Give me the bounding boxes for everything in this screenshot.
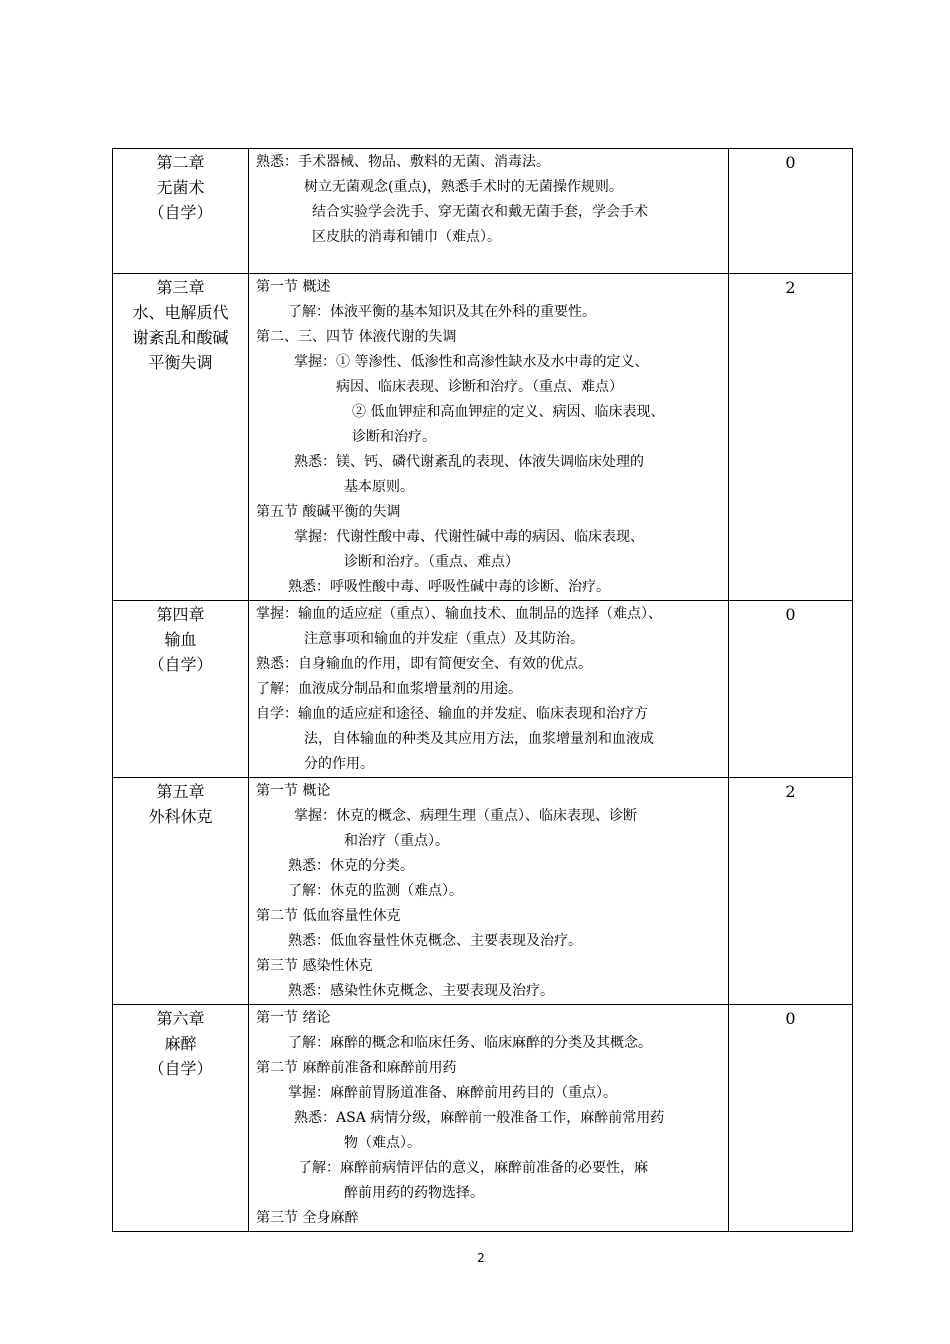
content-line: 熟悉：镁、钙、磷代谢紊乱的表现、体液失调临床处理的 (294, 454, 644, 470)
chapter-title-line: 谢紊乱和酸碱 (132, 328, 229, 347)
chapter-row (113, 1005, 853, 1232)
content-line: 熟悉：ASA 病情分级，麻醉前一般准备工作，麻醉前常用药 (294, 1110, 665, 1126)
content-line: 掌握：① 等渗性、低渗性和高渗性缺水及水中毒的定义、 (294, 354, 649, 370)
content-line: 基本原则。 (344, 479, 414, 495)
content-line: 熟悉：休克的分类。 (288, 858, 414, 874)
chapter-title-line: （自学） (148, 1059, 213, 1078)
content-line: 诊断和治疗。（重点、难点） (344, 554, 519, 570)
content-line: 分的作用。 (304, 756, 374, 772)
content-line: 树立无菌观念(重点)，熟悉手术时的无菌操作规则。 (304, 179, 623, 195)
chapter-row (113, 149, 853, 274)
chapter-content-cell (249, 778, 729, 1005)
chapter-content-cell (249, 274, 729, 601)
content-line: 掌握：输血的适应症（重点）、输血技术、血制品的选择（难点）、 (256, 606, 662, 622)
content-line: 第五节 酸碱平衡的失调 (256, 504, 401, 520)
content-line: 第三节 感染性休克 (256, 958, 373, 974)
chapter-title-cell (113, 274, 249, 601)
class-hours-cell: 0 (729, 1005, 853, 1232)
class-hours-cell: 2 (729, 274, 853, 601)
content-line: 第一节 概论 (256, 783, 331, 799)
content-line: 第一节 概述 (256, 279, 331, 295)
content-line: 了解：麻醉的概念和临床任务、临床麻醉的分类及其概念。 (288, 1035, 652, 1051)
chapter-title-line: 第五章 (156, 782, 205, 801)
content-line: 掌握：休克的概念、病理生理（重点）、临床表现、诊断 (294, 808, 637, 824)
page-number: 2 (477, 1251, 485, 1265)
content-line: 熟悉：低血容量性休克概念、主要表现及治疗。 (288, 933, 582, 949)
chapter-title-line: 平衡失调 (148, 353, 213, 372)
content-line: 了解：麻醉前病情评估的意义，麻醉前准备的必要性，麻 (298, 1160, 648, 1176)
content-line: 掌握：麻醉前胃肠道准备、麻醉前用药目的（重点）。 (288, 1085, 617, 1101)
content-line: 病因、临床表现、诊断和治疗。（重点、难点） (336, 379, 623, 395)
content-line: 第二、三、四节 体液代谢的失调 (256, 329, 457, 345)
chapter-title-line: 麻醉 (164, 1034, 197, 1053)
chapter-title-line: 外科休克 (148, 807, 213, 826)
content-line: 物（难点）。 (344, 1135, 421, 1151)
chapter-row (113, 778, 853, 1005)
syllabus-table (112, 148, 853, 1232)
content-line: 熟悉：感染性休克概念、主要表现及治疗。 (288, 983, 554, 999)
content-line: 熟悉：呼吸性酸中毒、呼吸性碱中毒的诊断、治疗。 (288, 579, 610, 595)
content-line: 第一节 绪论 (256, 1010, 331, 1026)
content-line: 了解：血液成分制品和血浆增量剂的用途。 (256, 681, 522, 697)
content-line: 第二节 麻醉前准备和麻醉前用药 (256, 1060, 457, 1076)
chapter-title-cell (113, 1005, 249, 1232)
chapter-title-line: 第四章 (156, 605, 205, 624)
chapter-row (113, 601, 853, 778)
content-line: ② 低血钾症和高血钾症的定义、病因、临床表现、 (352, 404, 665, 420)
chapter-title-line: 第六章 (156, 1009, 205, 1028)
content-line: 结合实验学会洗手、穿无菌衣和戴无菌手套，学会手术 (312, 204, 648, 220)
chapter-title-cell (113, 149, 249, 274)
content-line: 自学：输血的适应症和途径、输血的并发症、临床表现和治疗方 (256, 706, 648, 722)
content-line: 第二节 低血容量性休克 (256, 908, 401, 924)
chapter-row (113, 274, 853, 601)
class-hours-cell: 0 (729, 601, 853, 778)
class-hours-cell: 2 (729, 778, 853, 1005)
chapter-title-line: 无菌术 (156, 178, 205, 197)
chapter-title-line: 水、电解质代 (132, 303, 229, 322)
chapter-content-cell (249, 601, 729, 778)
class-hours-cell: 0 (729, 149, 853, 274)
content-line: 第三节 全身麻醉 (256, 1210, 359, 1226)
chapter-title-line: （自学） (148, 655, 213, 674)
chapter-content-cell (249, 149, 729, 274)
content-line: 区皮肤的消毒和铺巾（难点）。 (312, 229, 501, 245)
content-line: 注意事项和输血的并发症（重点）及其防治。 (304, 631, 584, 647)
content-line: 了解：休克的监测（难点）。 (288, 883, 463, 899)
chapter-title-line: 第二章 (156, 153, 205, 172)
content-line: 醉前用药的药物选择。 (344, 1185, 484, 1201)
chapter-title-line: 输血 (164, 630, 197, 649)
content-line: 熟悉：手术器械、物品、敷料的无菌、消毒法。 (256, 154, 550, 170)
chapter-title-cell (113, 601, 249, 778)
chapter-title-line: 第三章 (156, 278, 205, 297)
chapter-title-cell (113, 778, 249, 1005)
content-line: 法，自体输血的种类及其应用方法，血浆增量剂和血液成 (304, 731, 654, 747)
content-line: 了解：体液平衡的基本知识及其在外科的重要性。 (288, 304, 596, 320)
chapter-content-cell (249, 1005, 729, 1232)
chapter-title-line: （自学） (148, 203, 213, 222)
content-line: 熟悉：自身输血的作用，即有简便安全、有效的优点。 (256, 656, 592, 672)
content-line: 掌握：代谢性酸中毒、代谢性碱中毒的病因、临床表现、 (294, 529, 644, 545)
content-line: 和治疗（重点）。 (344, 833, 449, 849)
content-line: 诊断和治疗。 (352, 429, 436, 445)
